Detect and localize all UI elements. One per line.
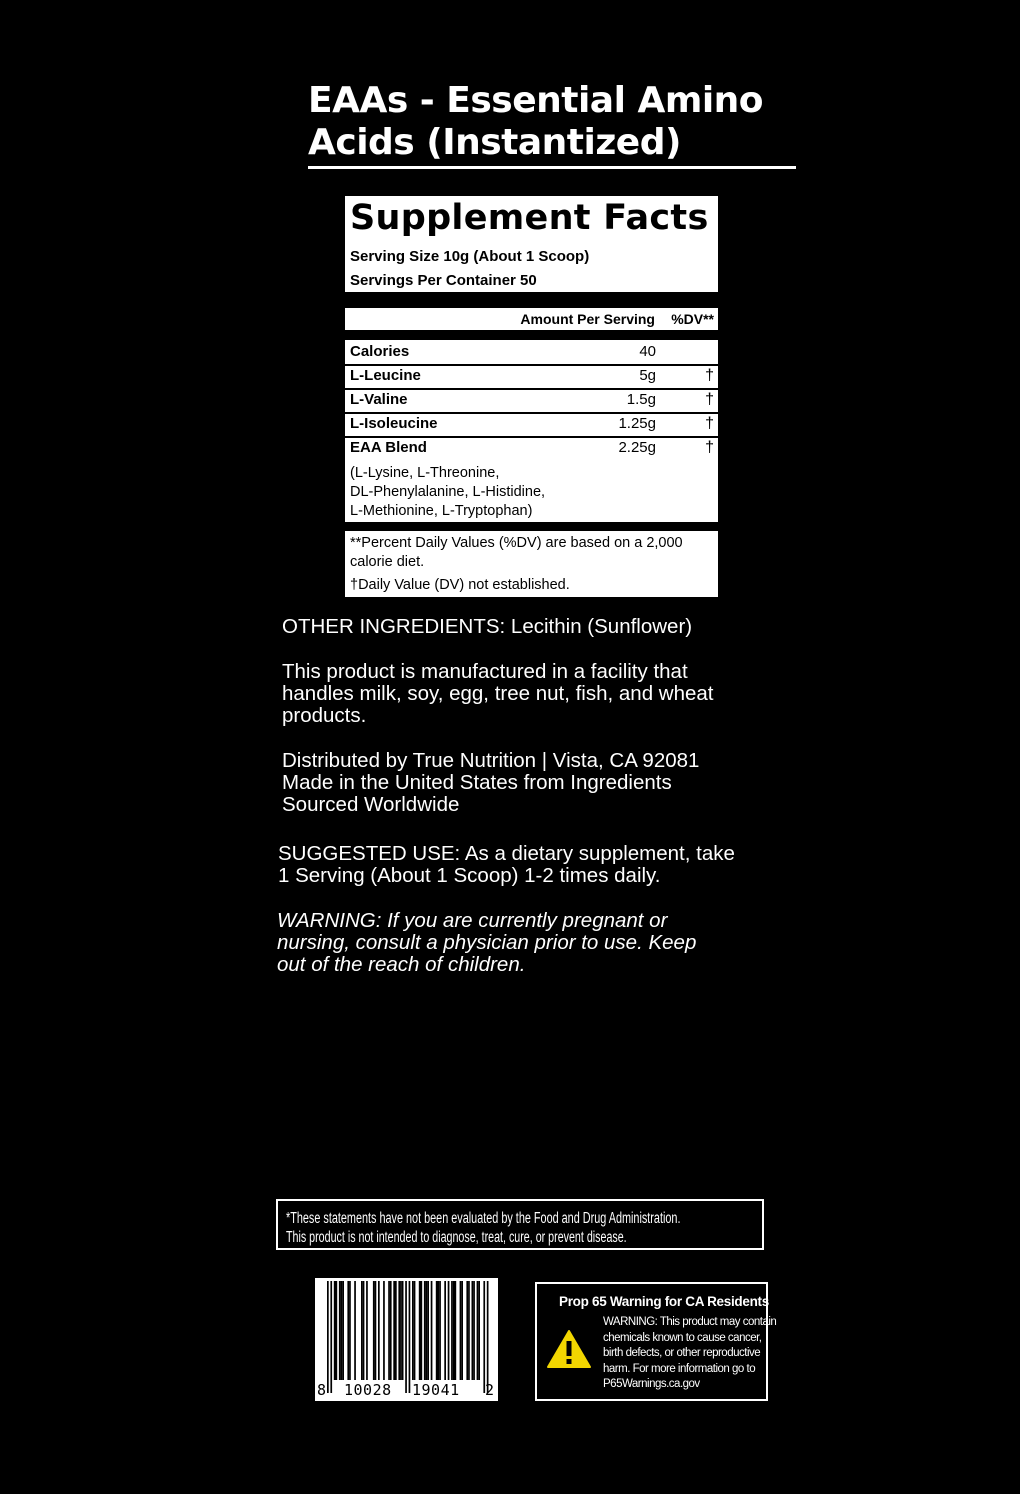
prop65-line: WARNING: This product may contain [603,1316,777,1328]
nutrient-name: Calories [350,343,410,360]
barcode-bar [349,1281,351,1380]
barcode-bar [388,1281,390,1380]
nutrient-amount: 40 [639,343,656,360]
warning-line: out of the reach of children. [277,953,526,976]
suggested-use-line: SUGGESTED USE: As a dietary supplement, take [278,842,735,865]
nutrient-amount: 2.25g [618,439,656,456]
allergen-line: products. [282,704,367,727]
barcode-bar [460,1281,462,1380]
amount-per-serving-label: Amount Per Serving [520,311,655,327]
nutrient-dv: † [705,415,714,432]
barcode-bar [395,1281,397,1380]
barcode-bar [426,1281,428,1380]
distributor-info [282,750,699,816]
nutrient-name: L-Isoleucine [350,415,438,432]
nutrient-amount: 1.25g [618,415,656,432]
barcode-bar [427,1281,429,1380]
barcode-bar [424,1281,426,1380]
blend-line: (L-Lysine, L-Threonine, [350,465,500,481]
allergen-line: handles milk, soy, egg, tree nut, fish, and wheat [282,682,714,705]
barcode-bar [405,1281,407,1393]
fda-disclaimer-line: This product is not intended to diagnose, treat, cure, or prevent disease. [286,1229,627,1246]
barcode-bar [453,1281,455,1380]
barcode-bars [315,1278,498,1401]
barcode-bar [366,1281,368,1380]
other-ingredients: OTHER INGREDIENTS: Lecithin (Sunflower) [282,615,693,638]
allergen-statement [282,661,714,727]
barcode-bar [363,1281,365,1380]
facts-footnote [345,531,718,597]
nutrient-amount: 5g [639,367,656,384]
nutrient-row-isoleucine [345,412,718,438]
barcode-bar [444,1281,446,1380]
barcode-bar [342,1281,344,1380]
pregnancy-warning [277,910,696,976]
product-title-line-1: EAAs - Essential Amino [308,80,764,121]
nutrient-table [345,340,718,522]
amount-header-bar [345,308,718,330]
barcode-bar [400,1281,402,1380]
barcode-bar [330,1281,332,1393]
distributor-line: Sourced Worldwide [282,793,460,816]
barcode-bar [354,1281,356,1380]
barcode-bar [468,1281,470,1380]
barcode-bar [448,1281,450,1380]
barcode-bar [419,1281,421,1380]
barcode-bar [451,1281,453,1380]
barcode-bar [336,1281,338,1380]
barcode-bar [438,1281,440,1380]
nutrient-row-leucine [345,364,718,390]
prop65-line: chemicals known to cause cancer, [603,1331,762,1344]
upc-barcode [315,1278,498,1401]
barcode-bar [455,1281,457,1380]
barcode-bar [393,1281,395,1380]
barcode-bar [347,1281,349,1380]
blend-line: L-Methionine, L-Tryptophan) [350,503,533,519]
prop65-text [603,1315,776,1393]
dv-footnote-line: **Percent Daily Values (%DV) are based on a 2,000 [350,535,683,551]
barcode-bar [439,1281,441,1380]
prop65-title: Prop 65 Warning for CA Residents [559,1294,769,1309]
barcode-bar [341,1281,343,1380]
barcode-bar [383,1281,385,1380]
suggested-use-line: 1 Serving (About 1 Scoop) 1-2 times daily. [278,864,661,887]
barcode-bar [402,1281,404,1380]
dagger-footnote: †Daily Value (DV) not established. [350,577,570,593]
barcode-bar [339,1281,341,1380]
barcode-bar [466,1281,468,1380]
distributor-line: Distributed by True Nutrition | Vista, CA 92081 [282,749,700,772]
product-title-line-2: Acids (Instantized) [308,122,681,163]
eaa-blend-ingredients [350,464,545,521]
nutrient-name: L-Leucine [350,367,421,384]
supplement-facts-title: Supplement Facts [350,198,709,238]
barcode-bar [361,1281,363,1380]
product-title [308,80,796,169]
servings-per-container: Servings Per Container 50 [350,272,537,289]
barcode-bar [390,1281,392,1380]
barcode-check-digit: 2 [485,1381,495,1399]
barcode-bar [477,1281,479,1380]
blend-line: DL-Phenylalanine, L-Histidine, [350,484,546,500]
barcode-bar [431,1281,433,1380]
barcode-bar [409,1281,411,1393]
barcode-bar [414,1281,416,1380]
prop65-line: harm. For more information go to [603,1362,756,1375]
barcode-bar [378,1281,380,1380]
allergen-line: This product is manufactured in a facility that [282,660,688,683]
barcode-bar [412,1281,414,1380]
barcode-left-digits: 10028 [344,1381,392,1399]
nutrient-amount: 1.5g [626,391,656,408]
barcode-bar [478,1281,480,1380]
barcode-bar [421,1281,423,1380]
nutrient-row-valine [345,388,718,414]
fda-disclaimer-box [276,1199,764,1250]
prop65-warning-box [535,1282,777,1401]
nutrient-dv: † [705,391,714,408]
barcode-bar [483,1281,485,1393]
nutrient-row-eaa-blend [345,436,718,460]
warning-line: WARNING: If you are currently pregnant or [277,909,668,932]
barcode-bar [487,1281,489,1393]
barcode-lead-digit: 8 [317,1381,327,1399]
nutrient-dv: † [705,439,714,456]
warning-line: nursing, consult a physician prior to use. Keep [277,931,697,954]
dv-footnote-line: calorie diet. [350,554,425,570]
nutrient-name: EAA Blend [350,439,427,456]
nutrient-row-calories [345,340,718,366]
barcode-bar [461,1281,463,1380]
daily-value-label: %DV** [671,311,714,327]
nutrient-name: L-Valine [350,391,408,408]
barcode-bar [472,1281,474,1380]
barcode-right-digits: 19041 [412,1381,460,1399]
prop65-line: birth defects, or other reproductive [603,1347,761,1359]
fda-disclaimer-line: *These statements have not been evaluated by the Food and Drug Administration. [286,1210,681,1227]
barcode-bar [398,1281,400,1380]
nutrient-dv: † [705,367,714,384]
supplement-facts-header [345,196,718,292]
barcode-bar [327,1281,329,1393]
barcode-bar [375,1281,377,1380]
serving-size: Serving Size 10g (About 1 Scoop) [350,248,590,265]
distributor-line: Made in the United States from Ingredients [282,771,672,794]
barcode-bar [334,1281,336,1380]
barcode-bar [473,1281,475,1380]
prop65-line: P65Warnings.ca.gov [603,1378,700,1390]
warning-triangle-icon [546,1329,592,1369]
suggested-use [278,843,735,887]
barcode-bar [373,1281,375,1380]
barcode-bar [436,1281,438,1380]
